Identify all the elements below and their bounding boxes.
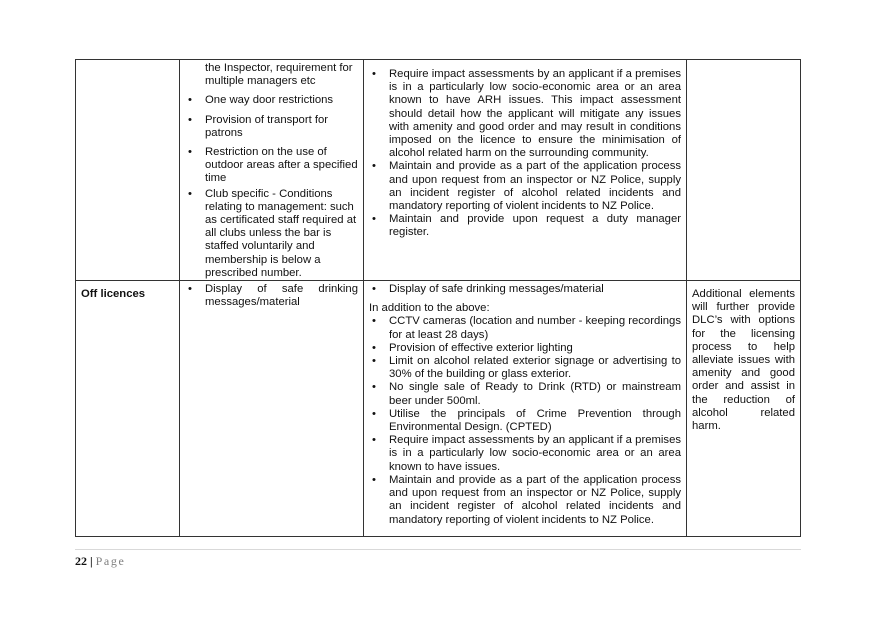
list-item: • No single sale of Ready to Drink (RTD) or mainstream beer under 500ml. <box>369 381 681 407</box>
list-item: • One way door restrictions <box>185 94 358 107</box>
list-item-continuation: the Inspector, requirement for multiple managers etc <box>205 62 353 88</box>
list-item: • Maintain and provide as a part of the application process and upon request from an inspector or NZ Police, supply an incident register of alcohol related incidents and mandatory reporting of violent incidents to NZ Police. <box>369 474 681 527</box>
section-intro: In addition to the above: <box>369 302 490 315</box>
list-item: • Maintain and provide as a part of the application process and upon request from an inspector or NZ Police, supply an incident register of alcohol related incidents and mandatory reporting of violent incidents to NZ Police. <box>369 160 681 213</box>
footer-separator: | <box>90 554 93 568</box>
list-item: • Provision of transport for patrons <box>185 114 358 140</box>
category-label: Off licences <box>81 288 146 301</box>
list-item: • Display of safe drinking messages/material <box>185 283 358 309</box>
list-item: • Utilise the principals of Crime Prevention through Environmental Design. (CPTED) <box>369 408 681 434</box>
additional-conditions-cell <box>364 281 687 537</box>
category-cell <box>76 281 180 537</box>
list-item: • Require impact assessments by an applicant if a premises is in a particularly low socio-economic area or an area known to have ARH issues. This impact assessment should detail how the applicant will mitigate any issues with amenity and good order and may result in conditions imposed on the licence to ensure the minimisation of alcohol related harm on the surrounding community. <box>369 68 681 160</box>
table-row <box>76 281 801 537</box>
page-footer <box>75 554 125 569</box>
notes-text: Additional elements will further provide DLC’s with options for the licensing process to help alleviate issues with amenity and good order and assist in the reduction of alcohol related harm. <box>692 288 795 433</box>
list-item: • Maintain and provide upon request a duty manager register. <box>369 213 681 239</box>
list-item: • CCTV cameras (location and number - keeping recordings for at least 28 days) <box>369 315 681 341</box>
notes-cell <box>687 281 801 537</box>
notes-text <box>687 60 800 67</box>
list-item: • Limit on alcohol related exterior signage or advertising to 30% of the building or glass exterior. <box>369 355 681 381</box>
page-number: 22 <box>75 554 87 568</box>
list-item: • Provision of effective exterior lighting <box>369 342 681 355</box>
footer-divider <box>75 549 801 550</box>
list-item: • Restriction on the use of outdoor areas after a specified time <box>185 146 358 186</box>
category-cell <box>76 60 180 281</box>
onsite-conditions-cell <box>180 60 364 281</box>
page-label: Page <box>95 554 126 568</box>
list-item: • Display of safe drinking messages/material <box>369 283 681 296</box>
table-row <box>76 60 801 281</box>
additional-conditions-cell <box>364 60 687 281</box>
list-item: • Club specific - Conditions relating to management: such as certificated staff required at all clubs unless the bar is staffed voluntarily and membership is below a prescribed number. <box>185 188 358 280</box>
category-label <box>76 60 179 67</box>
conditions-table <box>75 59 801 537</box>
onsite-conditions-cell <box>180 281 364 537</box>
notes-cell <box>687 60 801 281</box>
list-item: • Require impact assessments by an applicant if a premises is in a particularly low socio-economic area or an area known to have issues. <box>369 434 681 474</box>
